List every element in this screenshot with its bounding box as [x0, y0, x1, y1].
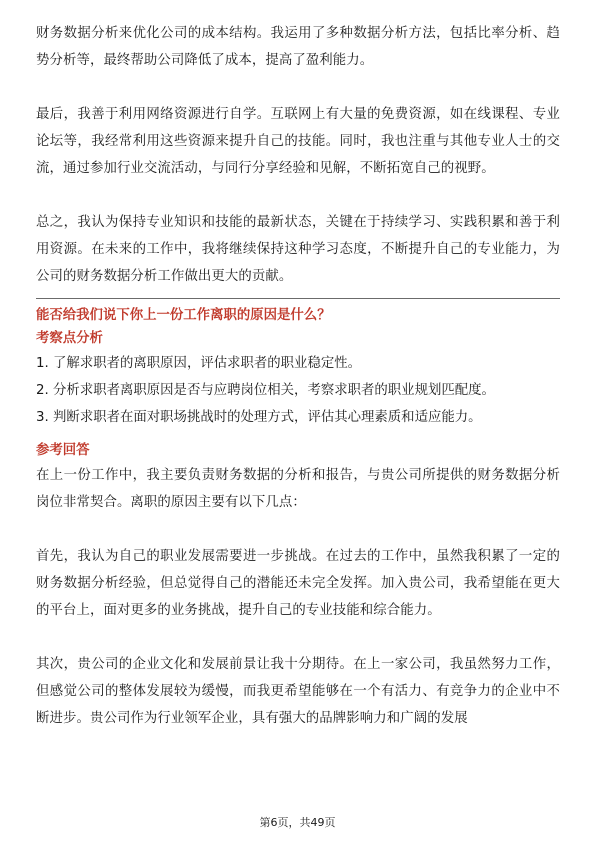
paragraph-summary: 总之，我认为保持专业知识和技能的最新状态，关键在于持续学习、实践积累和善于利用资源。在未来的工作中，我将继续保持这种学习态度，不断提升自己的专业能力，为公司的财务数据分析工作做出更大的贡献。 — [36, 215, 560, 284]
page-content — [36, 20, 560, 732]
analysis-point: 1. 了解求职者的离职原因，评估求职者的职业稳定性。 — [36, 356, 362, 371]
answer-title: 参考回答 — [36, 443, 90, 458]
answer-paragraph-first: 首先，我认为自己的职业发展需要进一步挑战。在过去的工作中，虽然我积累了一定的财务数据分析经验，但总觉得自己的潜能还未完全发挥。加入贵公司，我希望能在更大的平台上，面对更多的业务挑战，提升自己的专业技能和综合能力。 — [36, 549, 560, 618]
analysis-title: 考察点分析 — [36, 331, 103, 346]
paragraph-cost-structure: 财务数据分析来优化公司的成本结构。我运用了多种数据分析方法，包括比率分析、趋势分析等，最终帮助公司降低了成本，提高了盈利能力。 — [36, 26, 560, 68]
paragraph-self-learning: 最后，我善于利用网络资源进行自学。互联网上有大量的免费资源，如在线课程、专业论坛等，我经常利用这些资源来提升自己的技能。同时，我也注重与其他专业人士的交流，通过参加行业交流活动，与同行分享经验和见解，不断拓宽自己的视野。 — [36, 107, 560, 176]
answer-paragraph-second: 其次，贵公司的企业文化和发展前景让我十分期待。在上一家公司，我虽然努力工作，但感觉公司的整体发展较为缓慢，而我更希望能够在一个有活力、有竞争力的企业中不断进步。贵公司作为行业领军企业，具有强大的品牌影响力和广阔的发展 — [36, 657, 560, 726]
analysis-point: 2. 分析求职者离职原因是否与应聘岗位相关，考察求职者的职业规划匹配度。 — [36, 383, 495, 398]
answer-paragraph-intro: 在上一份工作中，我主要负责财务数据的分析和报告，与贵公司所提供的财务数据分析岗位非常契合。离职的原因主要有以下几点： — [36, 468, 560, 510]
page-number: 第6页，共49页 — [259, 816, 336, 829]
analysis-points — [36, 350, 560, 431]
section-divider — [36, 298, 560, 299]
question-title: 能否给我们说下你上一份工作离职的原因是什么？ — [36, 308, 331, 323]
analysis-point: 3. 判断求职者在面对职场挑战时的处理方式，评估其心理素质和适应能力。 — [36, 410, 482, 425]
